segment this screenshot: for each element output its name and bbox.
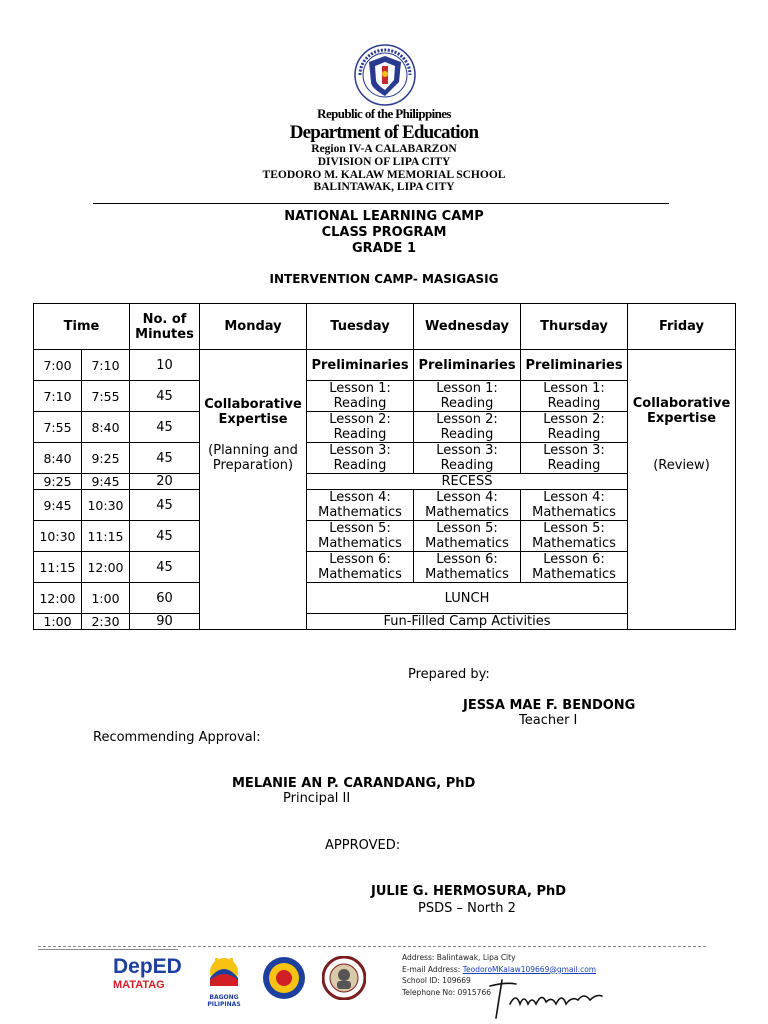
lunch-cell: LUNCH [307,583,628,614]
tuesday-cell: Lesson 1: Reading [307,381,414,412]
activities-cell: Fun-Filled Camp Activities [307,614,628,630]
approved-title: PSDS – North 2 [418,901,516,916]
time-start: 1:00 [34,614,82,630]
time-end: 7:10 [82,350,130,381]
school-id-line: School ID: 109669 [402,976,471,985]
header-tuesday: Tuesday [307,304,414,350]
minutes-cell: 20 [130,474,200,490]
division-seal-icon [262,956,306,1000]
minutes-cell: 45 [130,381,200,412]
time-start: 9:25 [34,474,82,490]
header-time: Time [34,304,130,350]
recommending-title: Principal II [283,791,351,806]
monday-note: (Planning and Preparation) [208,442,298,473]
bagong-pilipinas-logo [193,950,255,1008]
deped-logo-text: DepED [113,955,182,978]
time-end: 2:30 [82,614,130,630]
wednesday-cell: Lesson 3: Reading [414,443,521,474]
wednesday-cell: Lesson 4: Mathematics [414,490,521,521]
approved-label: APPROVED: [325,838,401,853]
header-monday: Monday [200,304,307,350]
wednesday-cell: Preliminaries [414,350,521,381]
email-label: E-mail Address: [402,964,463,974]
thursday-cell: Lesson 2: Reading [521,412,628,443]
footer-solid-line [38,949,178,950]
prepared-label: Prepared by: [408,667,490,682]
time-end: 12:00 [82,552,130,583]
time-end: 1:00 [82,583,130,614]
school-seal-icon [322,956,366,1000]
class-program-table [33,303,736,630]
time-end: 7:55 [82,381,130,412]
header-minutes: No. of Minutes [130,304,200,350]
republic-line: Republic of the Philippines [317,106,451,121]
thursday-cell: Lesson 4: Mathematics [521,490,628,521]
division-line: DIVISION OF LIPA CITY [317,156,451,168]
time-start: 7:10 [34,381,82,412]
recess-cell: RECESS [307,474,628,490]
thursday-cell: Lesson 5: Mathematics [521,521,628,552]
wednesday-cell: Lesson 6: Mathematics [414,552,521,583]
tuesday-cell: Lesson 5: Mathematics [307,521,414,552]
school-line: TEODORO M. KALAW MEMORIAL SCHOOL [262,169,506,181]
title-line2: CLASS PROGRAM [321,225,447,240]
minutes-cell: 45 [130,552,200,583]
thursday-cell: Lesson 3: Reading [521,443,628,474]
time-end: 11:15 [82,521,130,552]
prepared-title: Teacher I [519,713,578,728]
time-end: 10:30 [82,490,130,521]
approved-name: JULIE G. HERMOSURA, PhD [371,884,567,899]
recommending-label: Recommending Approval: [93,730,261,745]
title-line1: NATIONAL LEARNING CAMP [284,209,484,224]
deped-matatag-logo [113,956,183,1000]
minutes-cell: 60 [130,583,200,614]
region-line: Region IV-A CALABARZON [311,143,457,155]
recommending-name: MELANIE AN P. CARANDANG, PhD [232,776,476,791]
time-end: 9:45 [82,474,130,490]
monday-block [200,350,307,630]
thursday-cell: Preliminaries [521,350,628,381]
time-start: 12:00 [34,583,82,614]
thursday-cell: Lesson 6: Mathematics [521,552,628,583]
minutes-cell: 45 [130,521,200,552]
tuesday-cell: Lesson 4: Mathematics [307,490,414,521]
thursday-cell: Lesson 1: Reading [521,381,628,412]
monday-title: Collaborative Expertise [204,396,302,427]
department-line: Department of Education [289,122,479,143]
friday-title: Collaborative Expertise [632,396,731,426]
wednesday-cell: Lesson 5: Mathematics [414,521,521,552]
header-friday: Friday [628,304,736,350]
friday-note: (Review) [653,458,710,473]
header-thursday: Thursday [521,304,628,350]
header-divider [93,203,669,204]
location-line: BALINTAWAK, LIPA CITY [313,181,455,193]
program-titles [0,209,768,257]
minutes-cell: 10 [130,350,200,381]
footer-divider [38,946,706,947]
tuesday-cell: Lesson 6: Mathematics [307,552,414,583]
handwritten-signature-icon [472,974,612,1024]
wednesday-cell: Lesson 1: Reading [414,381,521,412]
tuesday-cell: Lesson 3: Reading [307,443,414,474]
tuesday-cell: Lesson 2: Reading [307,412,414,443]
camp-title: INTERVENTION CAMP- MASIGASIG [269,272,499,286]
matatag-logo-text: MATATAG [113,979,165,991]
time-end: 8:40 [82,412,130,443]
time-start: 8:40 [34,443,82,474]
minutes-cell: 45 [130,490,200,521]
table-row [34,350,736,381]
minutes-cell: 90 [130,614,200,630]
time-start: 9:45 [34,490,82,521]
minutes-cell: 45 [130,443,200,474]
friday-block [628,350,736,630]
deped-seal-icon [354,44,416,106]
time-start: 7:55 [34,412,82,443]
table-header-row [34,304,736,350]
address-line: Address: Balintawak, Lipa City [402,953,516,962]
header-wednesday: Wednesday [414,304,521,350]
time-start: 11:15 [34,552,82,583]
time-start: 7:00 [34,350,82,381]
email-link[interactable]: TeodoroMKalaw109669@gmail.com [462,964,597,974]
time-end: 9:25 [82,443,130,474]
tuesday-cell: Preliminaries [307,350,414,381]
telephone-line: Telephone No: 0915766 [402,987,491,997]
time-start: 10:30 [34,521,82,552]
prepared-name: JESSA MAE F. BENDONG [463,698,636,713]
bagong-pilipinas-sun-icon [199,950,249,990]
minutes-cell: 45 [130,412,200,443]
title-line3: GRADE 1 [352,241,416,256]
bagong-pilipinas-text: BAGONG PILIPINAS [207,994,241,1008]
wednesday-cell: Lesson 2: Reading [414,412,521,443]
